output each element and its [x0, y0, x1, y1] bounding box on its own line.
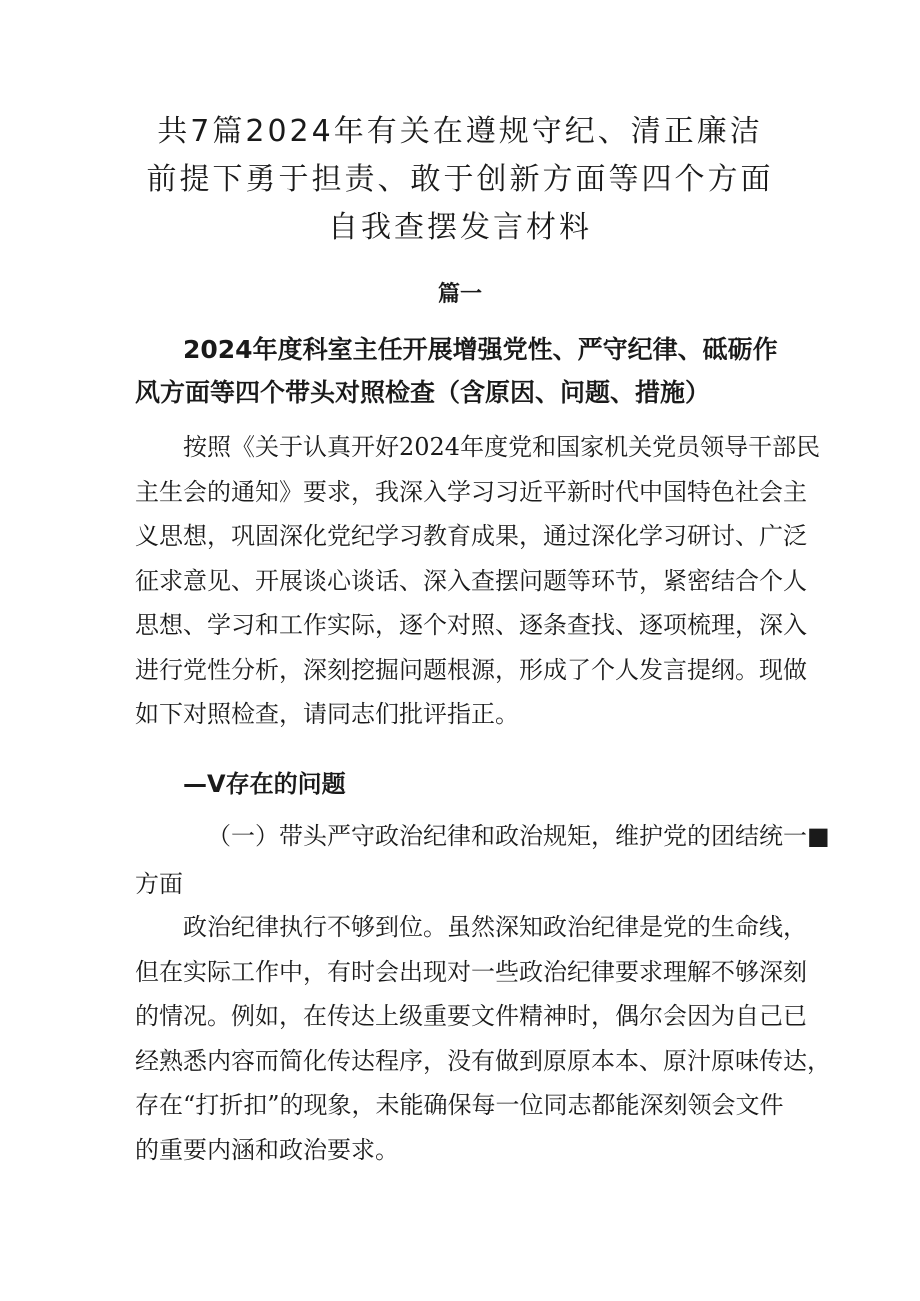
subtitle-line: 2024年度科室主任开展增强党性、严守纪律、砥砺作 — [183, 335, 778, 364]
title-line: 自我查摆发言材料 — [328, 210, 592, 245]
text-line: 按照《关于认真开好2024年度党和国家机关党员领导干部民 — [183, 433, 821, 461]
section-subtitle — [135, 328, 795, 414]
title-line: 前提下勇于担责、敢于创新方面等四个方面 — [146, 162, 774, 197]
document-title — [0, 108, 920, 252]
problems-heading: —V存在的问题 — [183, 770, 346, 798]
text-line: 征求意见、开展谈心谈话、深入查摆问题等环节，紧密结合个人 — [135, 566, 807, 595]
title-line: 共7篇2024年有关在遵规守纪、清正廉洁 — [157, 114, 763, 149]
text-line: 经熟悉内容而简化传达程序，没有做到原原本本、原汁原味传达， — [135, 1046, 831, 1075]
subsection-heading — [135, 812, 830, 908]
text-line: 但在实际工作中，有时会出现对一些政治纪律要求理解不够深刻 — [135, 957, 807, 986]
subheading-line: 方面 — [135, 870, 183, 898]
text-line: 的情况。例如，在传达上级重要文件精神时，偶尔会因为自己已 — [135, 1002, 807, 1030]
text-line: 的重要内涵和政治要求。 — [135, 1135, 399, 1164]
section-label: 篇一 — [437, 282, 482, 307]
text-line: 义思想，巩固深化党纪学习教育成果，通过深化学习研讨、广泛 — [135, 522, 807, 550]
intro-paragraph — [135, 425, 821, 737]
text-line: 进行党性分析，深刻挖掘问题根源，形成了个人发言提纲。现做 — [135, 655, 807, 684]
subtitle-line: 风方面等四个带头对照检查（含原因、问题、措施） — [135, 378, 711, 407]
text-line: 如下对照检查，请同志们批评指正。 — [135, 700, 519, 728]
subheading-line: （一）带头严守政治纪律和政治规矩，维护党的团结统一■ — [207, 822, 830, 850]
text-line: 主生会的通知》要求，我深入学习习近平新时代中国特色社会主 — [135, 477, 807, 506]
discipline-paragraph — [135, 905, 831, 1172]
text-line: 政治纪律执行不够到位。虽然深知政治纪律是党的生命线， — [183, 913, 807, 941]
text-line: 存在“打折扣”的现象，未能确保每一位同志都能深刻领会文件 — [135, 1091, 784, 1119]
text-line: 思想、学习和工作实际，逐个对照、逐条查找、逐项梳理，深入 — [135, 611, 807, 639]
